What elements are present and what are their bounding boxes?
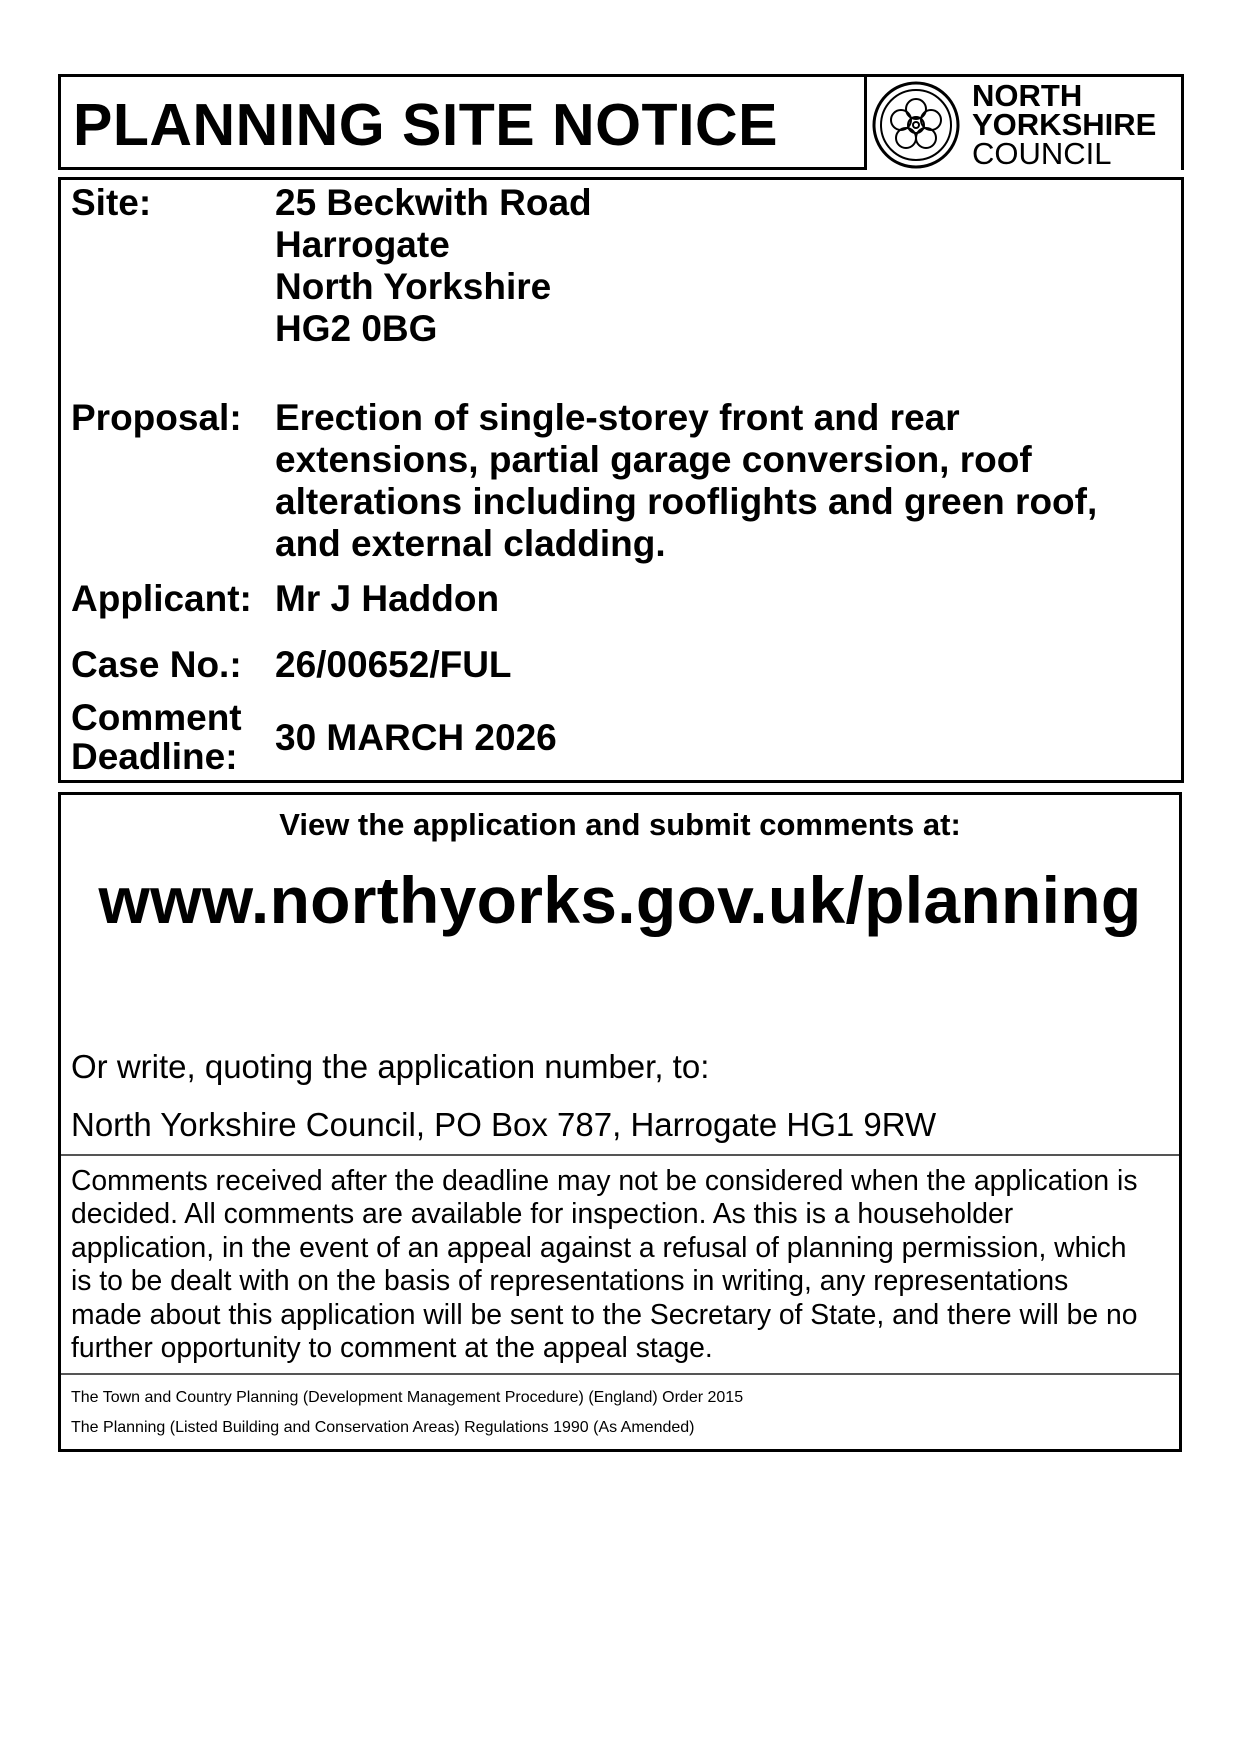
proposal-line: and external cladding. [275, 523, 666, 564]
notice-line: Comments received after the deadline may not be considered when the application is [71, 1164, 1138, 1196]
page-title: PLANNING SITE NOTICE [73, 92, 778, 158]
section-divider [61, 1373, 1179, 1375]
proposal-text [275, 397, 1097, 565]
site-address-line: North Yorkshire [275, 266, 552, 307]
applicant-label: Applicant: [71, 578, 252, 619]
notice-line: further opportunity to comment at the appeal stage. [71, 1331, 713, 1364]
rose-emblem-icon [870, 79, 962, 171]
proposal-line: extensions, partial garage conversion, roof [275, 439, 1032, 480]
applicant-name: Mr J Haddon [275, 578, 500, 619]
legal-reference-1: The Town and Country Planning (Development Management Procedure) (England) Order 2015 [71, 1389, 744, 1406]
planning-website-link[interactable]: www.northyorks.gov.uk/planning [98, 863, 1142, 937]
postal-address: North Yorkshire Council, PO Box 787, Harrogate HG1 9RW [71, 1106, 937, 1143]
proposal-label: Proposal: [71, 397, 242, 438]
site-label: Site: [71, 182, 152, 223]
comment-deadline: 30 MARCH 2026 [275, 717, 557, 758]
comment-instructions [58, 792, 1182, 1452]
site-address-line: HG2 0BG [275, 308, 438, 349]
logo-wordmark [972, 78, 1157, 171]
site-address [275, 182, 592, 350]
notice-line: application, in the event of an appeal against a refusal of planning permission, which [71, 1230, 1127, 1263]
write-instruction: Or write, quoting the application number, to: [71, 1048, 710, 1085]
deadline-label-line-1: Comment [71, 697, 242, 738]
notice-line: is to be dealt with on the basis of representations in writing, any representations [71, 1264, 1069, 1297]
logo-line-3: COUNCIL [972, 136, 1112, 171]
legal-reference-2: The Planning (Listed Building and Conservation Areas) Regulations 1990 (As Amended) [71, 1419, 695, 1436]
proposal-line: Erection of single-storey front and rear [275, 397, 960, 438]
section-divider [61, 1154, 1179, 1156]
view-application-heading: View the application and submit comments at: [279, 807, 961, 842]
header-title-box [58, 74, 867, 170]
case-number-label: Case No.: [71, 644, 242, 685]
comments-notice-paragraph [71, 1164, 1171, 1364]
site-address-line: Harrogate [275, 224, 450, 265]
notice-line: decided. All comments are available for inspection. As this is a householder [71, 1197, 1014, 1230]
case-number: 26/00652/FUL [275, 644, 512, 685]
notice-details [58, 177, 1184, 783]
proposal-line: alterations including rooflights and green roof, [275, 481, 1098, 522]
deadline-label-line-2: Deadline: [71, 736, 238, 777]
logo-line-2: YORKSHIRE [972, 107, 1157, 142]
notice-line: made about this application will be sent to the Secretary of State, and there will be no [71, 1297, 1138, 1330]
council-logo [866, 74, 1184, 170]
site-address-line: 25 Beckwith Road [275, 182, 592, 223]
logo-line-1: NORTH [972, 78, 1083, 113]
